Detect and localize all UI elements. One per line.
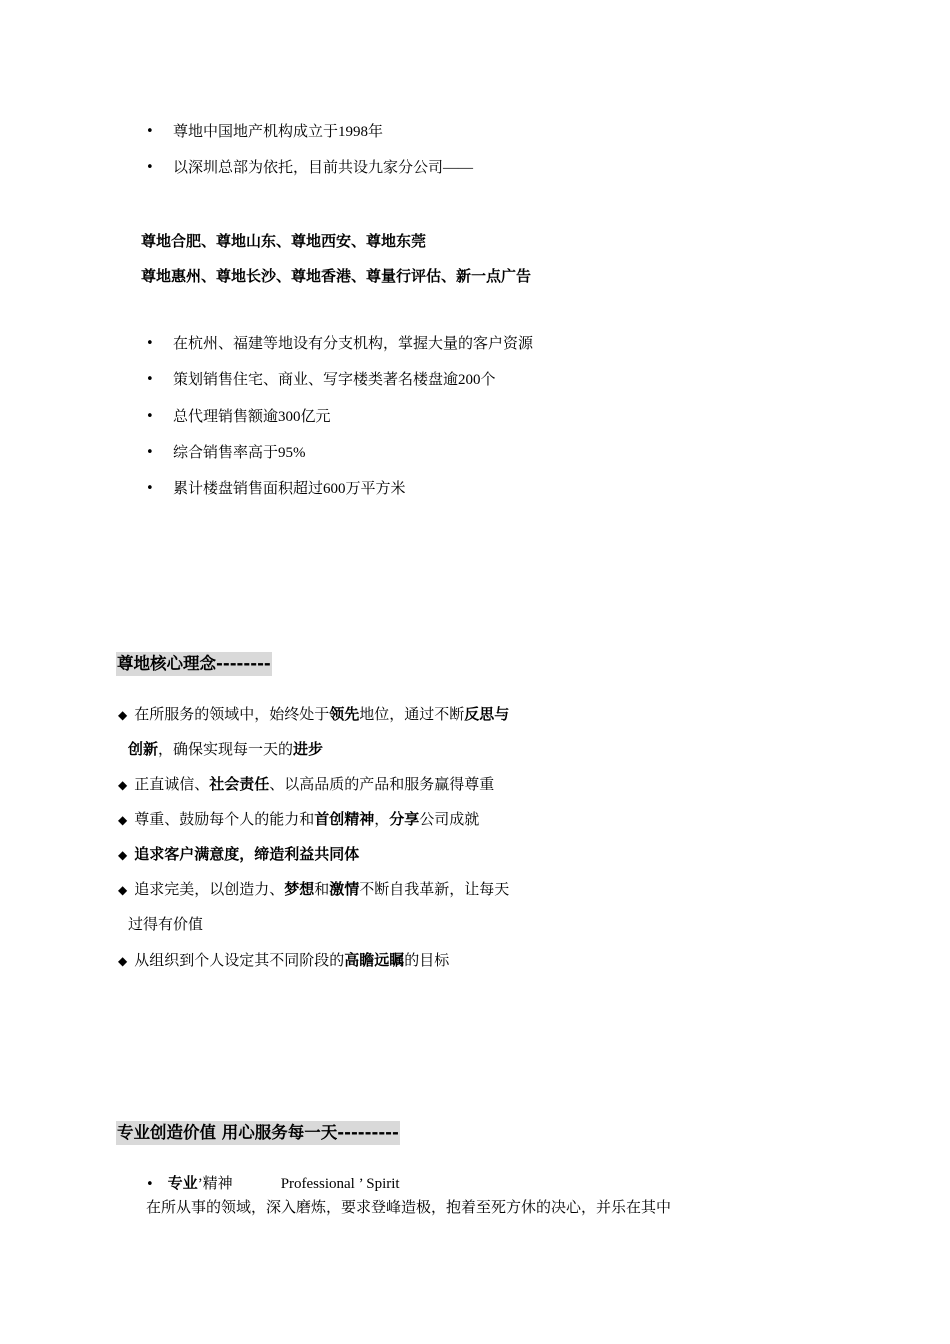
bullet-dot-icon: • bbox=[146, 124, 154, 139]
core-text: 的目标 bbox=[404, 953, 450, 969]
stats-bullet-text: 累计楼盘销售面积超过600万平方米 bbox=[173, 481, 406, 497]
diamond-bullet-icon: ◆ bbox=[118, 848, 128, 862]
spirit-english: Professional ’ Spirit bbox=[280, 1176, 400, 1192]
core-emphasis: 分享 bbox=[389, 810, 420, 828]
core-emphasis: 首创精神 bbox=[314, 810, 375, 828]
stats-bullet-text: 在杭州、福建等地设有分支机构，掌握大量的客户资源 bbox=[173, 336, 534, 352]
core-emphasis: 高瞻远瞩 bbox=[344, 951, 405, 969]
core-emphasis: 激情 bbox=[329, 880, 360, 898]
core-emphasis: 追求客户满意度，缔造利益共同体 bbox=[134, 845, 360, 863]
diamond-bullet-icon: ◆ bbox=[118, 813, 128, 827]
core-text: 追求完美，以创造力、 bbox=[134, 882, 285, 898]
core-text: 尊重、鼓励每个人的能力和 bbox=[134, 812, 315, 828]
core-text: 过得有价值 bbox=[128, 917, 204, 933]
spirit-label: 专业 bbox=[167, 1174, 198, 1192]
core-item-3 bbox=[118, 809, 479, 830]
branch-line-2: 尊地惠州、尊地长沙、尊地香港、尊量行评估、新一点广告 bbox=[141, 267, 532, 285]
core-item-5-cont bbox=[128, 915, 203, 935]
intro-bullet-text: 以深圳总部为依托，目前共设九家分公司—— bbox=[173, 160, 474, 176]
core-text: 、以高品质的产品和服务赢得尊重 bbox=[269, 777, 495, 793]
spirit-description: 在所从事的领域，深入磨炼，要求登峰造极，抱着至死方休的决心，并乐在其中 bbox=[146, 1200, 672, 1216]
core-text: 正直诚信、 bbox=[134, 777, 210, 793]
diamond-bullet-icon: ◆ bbox=[118, 778, 128, 792]
core-text: ，确保实现每一天的 bbox=[158, 742, 294, 758]
stats-bullet-text: 总代理销售额逾300亿元 bbox=[173, 409, 331, 425]
diamond-bullet-icon: ◆ bbox=[118, 708, 128, 722]
bullet-dot-icon: • bbox=[146, 372, 154, 387]
core-text: 在所服务的领域中，始终处于 bbox=[134, 707, 330, 723]
core-emphasis: 社会责任 bbox=[209, 775, 270, 793]
bullet-dot-icon: • bbox=[146, 1177, 154, 1192]
core-emphasis: 创新 bbox=[128, 740, 159, 758]
core-text: 地位，通过不断 bbox=[359, 707, 465, 723]
core-emphasis: 梦想 bbox=[284, 880, 315, 898]
core-emphasis: 进步 bbox=[293, 740, 324, 758]
bullet-dot-icon: • bbox=[146, 481, 154, 496]
branch-line-1: 尊地合肥、尊地山东、尊地西安、尊地东莞 bbox=[141, 232, 427, 250]
bullet-dot-icon: • bbox=[146, 409, 154, 424]
bullet-dot-icon: • bbox=[146, 160, 154, 175]
core-item-1-cont bbox=[128, 739, 323, 760]
stats-bullet-text: 综合销售率高于95% bbox=[173, 445, 306, 461]
core-item-4 bbox=[118, 844, 359, 865]
intro-bullet-text: 尊地中国地产机构成立于1998年 bbox=[173, 124, 384, 140]
bullet-dot-icon: • bbox=[146, 336, 154, 351]
core-text: 从组织到个人设定其不同阶段的 bbox=[134, 953, 345, 969]
value-heading: 专业创造价值 用心服务每一天--------- bbox=[116, 1121, 400, 1145]
spirit-suffix: ’精神 bbox=[197, 1176, 233, 1192]
core-item-2 bbox=[118, 774, 494, 795]
diamond-bullet-icon: ◆ bbox=[118, 883, 128, 897]
core-text: ， bbox=[374, 812, 390, 828]
diamond-bullet-icon: ◆ bbox=[118, 954, 128, 968]
stats-bullet-text: 策划销售住宅、商业、写字楼类著名楼盘逾200个 bbox=[173, 372, 496, 388]
core-emphasis: 领先 bbox=[329, 705, 360, 723]
core-text: 公司成就 bbox=[419, 812, 480, 828]
core-heading: 尊地核心理念-------- bbox=[116, 652, 272, 676]
core-item-1 bbox=[118, 704, 509, 725]
core-text: 不断自我革新，让每天 bbox=[359, 882, 510, 898]
core-emphasis: 反思与 bbox=[464, 705, 510, 723]
core-text: 和 bbox=[314, 882, 330, 898]
core-item-6 bbox=[118, 950, 449, 971]
bullet-dot-icon: • bbox=[146, 445, 154, 460]
core-item-5 bbox=[118, 879, 509, 900]
spirit-bullet bbox=[146, 1173, 400, 1195]
